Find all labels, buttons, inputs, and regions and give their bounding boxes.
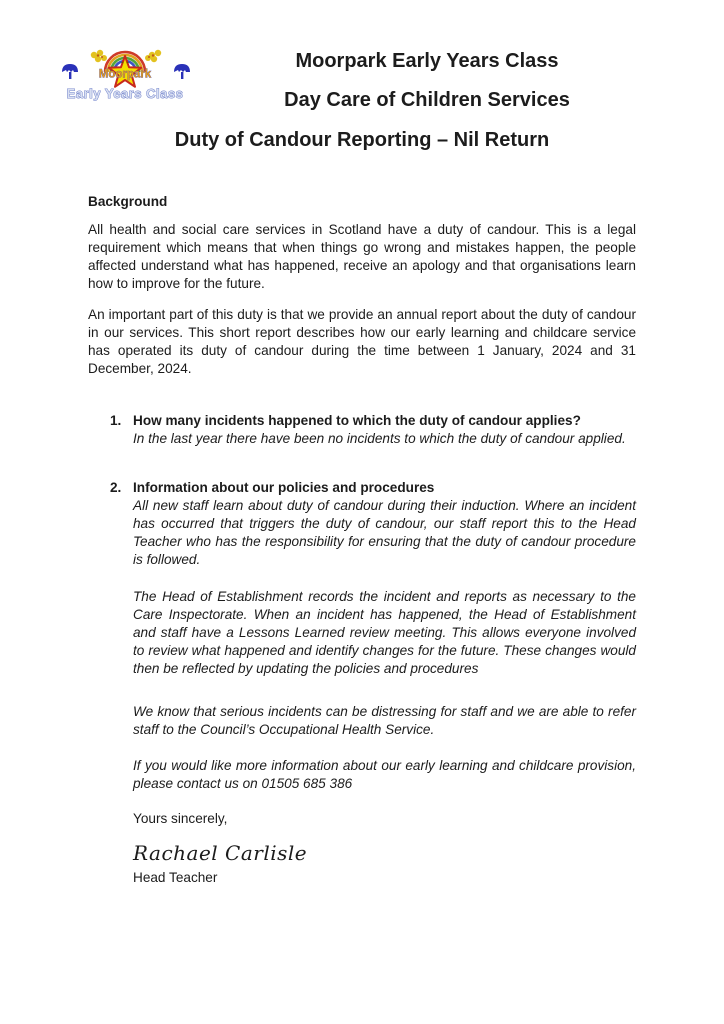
list-item-paragraph: We know that serious incidents can be distressing for staff and we are able to refer staff to the Council’s Occupational Health Service. — [133, 704, 636, 737]
list-number: 2. — [110, 480, 122, 495]
background-paragraph-1: All health and social care services in Scotland have a duty of candour. This is a legal requirement which means that when things go wrong and mistakes happen, the people affected understand what has happened, receive an apology and that organisations learn how to improve for the future. — [88, 222, 636, 291]
list-item-heading: How many incidents happened to which the duty of candour applies? — [133, 413, 581, 428]
flower-icon — [145, 50, 161, 62]
flower-icon — [91, 50, 107, 62]
tree-icon — [174, 64, 190, 79]
document-header — [0, 0, 724, 152]
list-number: 1. — [110, 413, 122, 428]
service-title: Day Care of Children Services — [284, 89, 570, 111]
moorpark-logo — [58, 46, 194, 104]
org-title: Moorpark Early Years Class — [295, 50, 559, 72]
salutation: Yours sincerely, — [133, 811, 228, 826]
signer-role: Head Teacher — [133, 870, 218, 885]
list-item-paragraph: The Head of Establishment records the incident and reports as necessary to the Care Inspectorate. When an incident has happened, the Head of Establishment and staff have a Lessons Learned review meeting. This allows everyone involved to review what happened and identify changes for the future. These changes would then be reflected by updating the policies and procedures — [133, 589, 636, 676]
list-item-paragraph: If you would like more information about our early learning and childcare provision, please contact us on 01505 685 386 — [133, 758, 636, 791]
report-title: Duty of Candour Reporting – Nil Return — [174, 129, 550, 151]
list-item-paragraph: All new staff learn about duty of candour during their induction. Where an incident has occurred that triggers the duty of candour, our staff report this to the Head Teacher who has the responsibility for ensuring that the duty of candour procedure is followed. — [133, 498, 636, 567]
logo-word-bottom: Early Years Class — [66, 86, 184, 101]
document-body — [0, 152, 724, 887]
list-item-paragraph: In the last year there have been no incidents to which the duty of candour applied. — [133, 431, 626, 446]
signature: Rachael Carlisle — [133, 841, 308, 865]
logo-word-top: Moorpark — [98, 68, 152, 81]
list-item-heading: Information about our policies and procedures — [133, 480, 435, 495]
numbered-list — [88, 412, 636, 793]
list-item-incidents — [110, 412, 636, 448]
tree-icon — [62, 64, 78, 79]
list-item-policies — [110, 479, 636, 793]
background-paragraph-2: An important part of this duty is that we provide an annual report about the duty of candour in our services. This short report describes how our early learning and childcare service has operated its duty of candour during the time between 1 January, 2024 and 31 December, 2024. — [88, 307, 636, 376]
closing-block — [133, 810, 636, 887]
background-heading: Background — [88, 194, 168, 209]
